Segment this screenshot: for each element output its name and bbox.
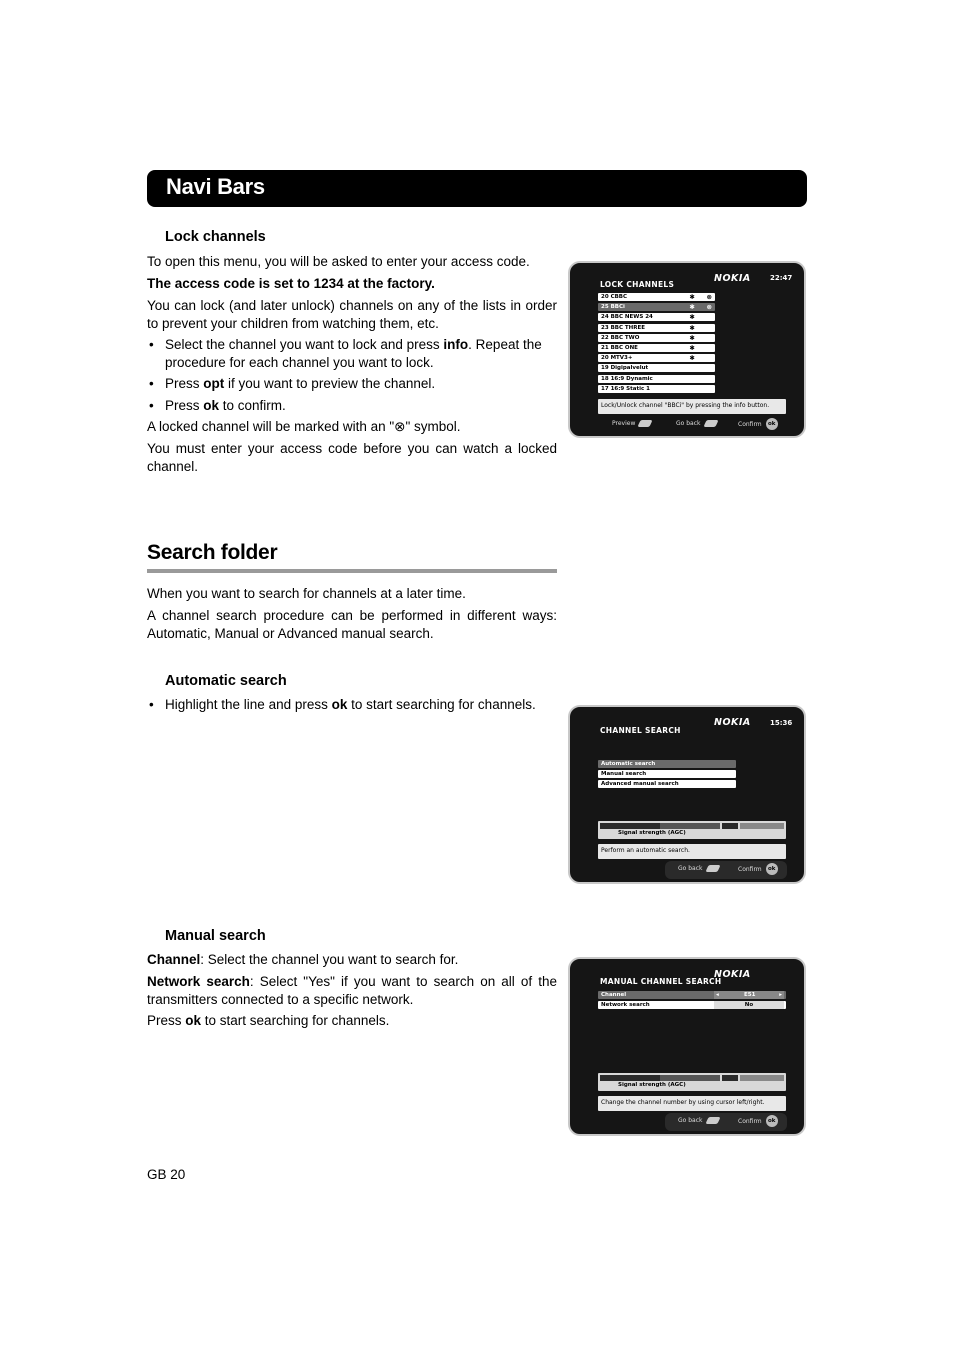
ok-key-icon: ok (766, 418, 778, 430)
favorite-icon: ✱ (689, 303, 695, 312)
manual-search-screen (568, 957, 806, 1136)
manual-p2: Network search: Select "Yes" if you want to search on all of the transmitters connected to a specific network. (147, 974, 557, 1007)
favorite-icon: ✱ (689, 313, 695, 322)
page-number: GB 20 (147, 1167, 186, 1182)
channel-row[interactable]: 18 16:9 Dynamic (598, 375, 715, 383)
screen-clock: 22:47 (770, 274, 793, 282)
screen-clock: 15:36 (770, 719, 793, 727)
back-key-icon (705, 865, 720, 872)
nokia-logo: NOKIA (714, 969, 751, 980)
signal-fill (600, 1075, 660, 1081)
lock-bullet-2: • Press opt if you want to preview the channel. (149, 376, 436, 391)
lock-heading: Lock channels (165, 229, 266, 245)
ok-key-icon: ok (766, 863, 778, 875)
channel-row[interactable]: 17 16:9 Static 1 (598, 385, 715, 393)
screen-info: Perform an automatic search. (598, 844, 786, 859)
channel-row[interactable]: 23 BBC THREE ✱ (598, 324, 715, 332)
search-heading: Search folder (147, 541, 278, 564)
favorite-icon: ✱ (689, 333, 695, 342)
channel-selector: ◂ E51 ▸ (716, 992, 782, 998)
signal-fill (600, 823, 660, 829)
auto-bullet-1: • Highlight the line and press ok to start searching for channels. (149, 697, 536, 712)
lock-bullet-3: • Press ok to confirm. (149, 398, 286, 413)
goback-hint: Go back (678, 1117, 719, 1124)
channel-row[interactable]: 21 BBC ONE ✱ (598, 344, 715, 352)
lock-p1: To open this menu, you will be asked to enter your access code. (147, 254, 530, 269)
screen-title: CHANNEL SEARCH (600, 726, 681, 735)
ok-key-icon: ok (766, 1115, 778, 1127)
chevron-right-icon: ▸ (779, 992, 782, 998)
chevron-left-icon: ◂ (716, 992, 719, 998)
manual-p3: Press ok to start searching for channels. (147, 1013, 390, 1028)
back-key-icon (703, 420, 718, 427)
heading-rule (147, 569, 557, 573)
bullet-icon: • (149, 697, 154, 712)
lock-channels-screen (568, 261, 806, 438)
confirm-hint: Confirm ok (738, 863, 778, 875)
auto-heading: Automatic search (165, 673, 287, 689)
favorite-icon: ✱ (689, 293, 695, 301)
bullet-icon: • (149, 376, 154, 391)
signal-strength-bar (598, 821, 786, 839)
lock-bullet-1: • Select the channel you want to lock and press info. Repeat the procedure for each channel you want to lock. (149, 337, 542, 370)
lock-p2: The access code is set to 1234 at the factory. (147, 276, 435, 291)
channel-row[interactable]: 20 MTV3+ ✱ (598, 354, 715, 362)
screen-info: Lock/Unlock channel "BBCi" by pressing the info button. (598, 399, 786, 414)
back-key-icon (705, 1117, 720, 1124)
nokia-logo: NOKIA (714, 273, 751, 284)
goback-hint: Go back (678, 865, 719, 872)
channel-field[interactable]: Channel ◂ E51 ▸ (598, 991, 786, 999)
channel-row[interactable]: 20 CBBC ✱ ⊗ (598, 293, 715, 301)
option-manual-search[interactable]: Manual search (598, 770, 736, 778)
lock-icon: ⊗ (706, 293, 712, 301)
signal-label: Signal strength (AGC) (618, 830, 686, 836)
lock-p4: A locked channel will be marked with an "⊗" symbol. (147, 419, 461, 434)
screen-info: Change the channel number by using cursor left/right. (598, 1096, 786, 1111)
channel-row[interactable]: 19 Digipalvelut (598, 364, 715, 372)
nokia-logo: NOKIA (714, 717, 751, 728)
option-advanced-manual-search[interactable]: Advanced manual search (598, 780, 736, 788)
goback-hint: Go back (676, 420, 717, 427)
channel-row[interactable]: 24 BBC NEWS 24 ✱ (598, 313, 715, 321)
preview-hint: Preview (612, 420, 651, 427)
channel-row[interactable]: 25 BBCi ✱ ⊗ (598, 303, 715, 311)
section-banner (147, 170, 807, 207)
screen-title: LOCK CHANNELS (600, 280, 675, 289)
network-search-value: No (714, 1001, 784, 1009)
manual-p1: Channel: Select the channel you want to search for. (147, 952, 459, 967)
option-automatic-search[interactable]: Automatic search (598, 760, 736, 768)
screen-title: MANUAL CHANNEL SEARCH (600, 977, 722, 986)
network-search-field[interactable]: Network search No (598, 1001, 786, 1009)
favorite-icon: ✱ (689, 344, 695, 352)
favorite-icon: ✱ (689, 323, 695, 332)
channel-row[interactable]: 22 BBC TWO ✱ (598, 334, 715, 342)
lock-p5: You must enter your access code before you can watch a locked channel. (147, 441, 557, 474)
favorite-icon: ✱ (689, 354, 695, 363)
bullet-icon: • (149, 337, 154, 352)
preview-key-icon (638, 420, 653, 427)
lock-p3: You can lock (and later unlock) channels on any of the lists in order to prevent your children from watching them, etc. (147, 298, 557, 331)
section-title: Navi Bars (166, 174, 265, 199)
lock-icon: ⊗ (706, 303, 712, 312)
confirm-hint: Confirm ok (738, 1115, 778, 1127)
signal-strength-bar (598, 1073, 786, 1091)
search-p1: When you want to search for channels at a later time. (147, 586, 466, 601)
search-p2: A channel search procedure can be performed in different ways: Automatic, Manual or Advanced manual search. (147, 608, 557, 641)
bullet-icon: • (149, 398, 154, 413)
confirm-hint: Confirm ok (738, 418, 778, 430)
signal-label: Signal strength (AGC) (618, 1082, 686, 1088)
channel-search-screen (568, 705, 806, 884)
manual-heading: Manual search (165, 928, 266, 944)
